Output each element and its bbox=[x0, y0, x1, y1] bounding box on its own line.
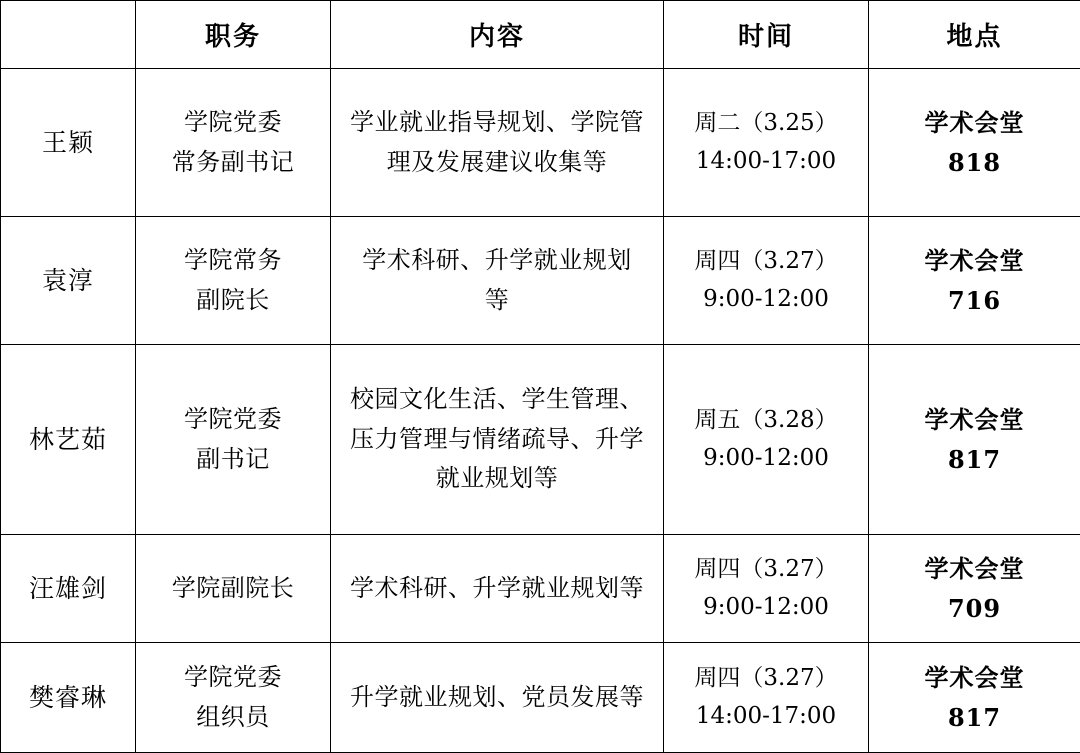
cell-content-line: 学业就业指导规划、学院管 bbox=[350, 107, 644, 136]
table-body bbox=[1, 69, 1080, 753]
cell-time-line: 周四（3.27） bbox=[694, 664, 838, 691]
cell-place-line: 学术会堂 bbox=[924, 662, 1025, 692]
cell-title-line: 常务副书记 bbox=[171, 147, 295, 176]
table-header bbox=[1, 1, 1080, 69]
cell-time-line: 9:00-12:00 bbox=[703, 444, 829, 471]
cell-content-line: 校园文化生活、学生管理、 bbox=[350, 385, 644, 414]
cell-content-line: 压力管理与情绪疏导、升学 bbox=[350, 424, 644, 453]
cell-title bbox=[136, 535, 331, 643]
cell-title-line: 副院长 bbox=[196, 285, 270, 314]
cell-title bbox=[136, 345, 331, 535]
cell-content bbox=[331, 345, 664, 535]
cell-content-line: 学术科研、升学就业规划等 bbox=[350, 573, 644, 602]
cell-place-line: 学术会堂 bbox=[924, 107, 1025, 137]
cell-content-line: 升学就业规划、党员发展等 bbox=[350, 682, 644, 711]
cell-time-line: 14:00-17:00 bbox=[695, 147, 837, 174]
cell-title-line: 副书记 bbox=[196, 444, 270, 473]
cell-name: 汪雄剑 bbox=[1, 535, 136, 643]
cell-place-line: 学术会堂 bbox=[924, 245, 1025, 275]
cell-name: 王颖 bbox=[1, 69, 136, 217]
cell-place bbox=[869, 69, 1080, 217]
column-header-title: 职务 bbox=[136, 1, 331, 69]
cell-time-line: 周四（3.27） bbox=[694, 247, 838, 274]
cell-content-line: 学术科研、升学就业规划 bbox=[362, 245, 632, 274]
cell-title bbox=[136, 217, 331, 345]
cell-content bbox=[331, 643, 664, 753]
cell-place bbox=[869, 217, 1080, 345]
column-header-place: 地点 bbox=[869, 1, 1080, 69]
cell-name: 袁淳 bbox=[1, 217, 136, 345]
cell-place-line: 817 bbox=[947, 444, 1002, 474]
cell-place-line: 学术会堂 bbox=[924, 404, 1025, 434]
cell-time-line: 周五（3.28） bbox=[694, 406, 838, 433]
cell-title bbox=[136, 69, 331, 217]
cell-place-line: 716 bbox=[947, 285, 1002, 315]
cell-title-line: 学院副院长 bbox=[171, 573, 295, 602]
cell-name: 樊睿琳 bbox=[1, 643, 136, 753]
cell-title-line: 学院党委 bbox=[184, 404, 282, 433]
cell-content bbox=[331, 69, 664, 217]
table-header-row bbox=[1, 1, 1080, 69]
table-row bbox=[1, 345, 1080, 535]
cell-title bbox=[136, 643, 331, 753]
cell-place-line: 709 bbox=[947, 593, 1002, 623]
column-header-time: 时间 bbox=[664, 1, 869, 69]
cell-title-line: 组织员 bbox=[196, 702, 270, 731]
cell-time-line: 9:00-12:00 bbox=[703, 285, 829, 312]
column-header-name bbox=[1, 1, 136, 69]
cell-content-line: 等 bbox=[484, 285, 510, 314]
cell-name: 林艺茹 bbox=[1, 345, 136, 535]
cell-time-line: 9:00-12:00 bbox=[703, 593, 829, 620]
cell-place-line: 817 bbox=[947, 702, 1002, 732]
column-header-content: 内容 bbox=[331, 1, 664, 69]
cell-title-line: 学院党委 bbox=[184, 662, 282, 691]
cell-content-line: 就业规划等 bbox=[435, 464, 559, 493]
cell-content-line: 理及发展建议收集等 bbox=[386, 147, 608, 176]
cell-content bbox=[331, 217, 664, 345]
table-row bbox=[1, 643, 1080, 753]
cell-time-line: 周二（3.25） bbox=[694, 109, 838, 136]
cell-place-line: 学术会堂 bbox=[924, 553, 1025, 583]
cell-title-line: 学院党委 bbox=[184, 107, 282, 136]
cell-place bbox=[869, 535, 1080, 643]
cell-time bbox=[664, 643, 869, 753]
cell-time bbox=[664, 345, 869, 535]
cell-time-line: 周四（3.27） bbox=[694, 555, 838, 582]
table-row bbox=[1, 535, 1080, 643]
cell-title-line: 学院常务 bbox=[184, 245, 282, 274]
cell-place bbox=[869, 643, 1080, 753]
table-row bbox=[1, 217, 1080, 345]
cell-time-line: 14:00-17:00 bbox=[695, 702, 837, 729]
cell-time bbox=[664, 535, 869, 643]
cell-place bbox=[869, 345, 1080, 535]
cell-time bbox=[664, 69, 869, 217]
cell-place-line: 818 bbox=[947, 147, 1002, 177]
cell-content bbox=[331, 535, 664, 643]
cell-time bbox=[664, 217, 869, 345]
table-row bbox=[1, 69, 1080, 217]
